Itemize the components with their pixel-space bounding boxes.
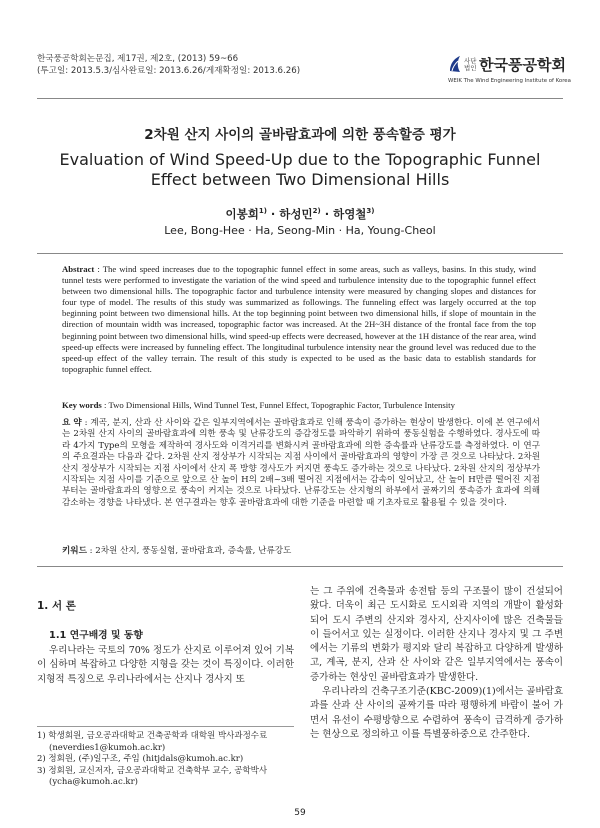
keywords-label: Key words <box>62 400 102 410</box>
kr-keywords-label: 키워드 <box>62 546 87 556</box>
authors-korean <box>0 206 600 222</box>
left-column <box>37 598 294 687</box>
society-logo-icon <box>448 55 462 73</box>
journal-citation <box>37 53 300 77</box>
footnote: 3) 정회원, 교신저자, 금오공과대학교 건축학부 교수, 공학박사 (ycha@kumoh.ac.kr) <box>37 765 268 788</box>
society-subtitle: WEIK The Wind Engineering Institute of Korea <box>448 78 571 84</box>
subsection-heading: 1.1 연구배경 및 동향 <box>49 630 143 641</box>
korean-summary: 요 약 : 계곡, 분지, 산과 산 사이와 같은 일부지역에서는 골바람효과로 인해 풍속이 증가하는 현상이 발생한다. 이에 본 연구에서는 2차원 산지 사이의 골바람효과에 의한 풍속 및 난류강도의 증감정도를 파악하기 위하여 풍동실험을 수행하였다. 경사도에 따라 4가지 Type의 모형을 제작하여 경사도와 이격거리를 변화시켜 골바람효과에 의한 증속률과 난류강도를 측정하였다. 이 연구의 주요결과는 다음과 같다. 2차원 산지 정상부가 시작되는 지점 사이에서 골바람효과의 영향이 가장 큰 것으로 나타났다. 2차원 산지 정상부가 시작되는 지점 사이에서 산지 폭 방향 경사도가 커지면 풍속도 증가하는 것으로 나타났다. 2차원 산지의 정상부가 시작되는 지점 사이를 기준으로 앞으로 산 높이 H의 2배~3배 떨어진 지점에서는 감속이 일어났고, 산 높이 H만큼 떨어진 지점부터는 골바람효과의 영향으로 풍속이 커지는 것으로 나타났다. 난류강도는 산지형의 하부에서 골짜기의 풍속증가 효과에 의해 감소하는 경향을 나타냈다. 본 연구결과는 향후 골바람효과에 대한 기준을 마련할 때 기초자료로 활용될 수 있을 것이다. <box>62 418 540 508</box>
summary-bottom-divider <box>37 566 563 567</box>
author-sup: 1) <box>258 207 267 216</box>
author-sup: 3) <box>366 207 375 216</box>
journal-line: 한국풍공학회논문집, 제17권, 제2호, (2013) 59~66 <box>37 54 239 64</box>
keywords-text: Two Dimensional Hills, Wind Tunnel Test, Funnel Effect, Topographic Factor, Turbulence Intensity <box>108 400 455 410</box>
society-logo <box>448 55 571 89</box>
author-name: 이봉희 <box>225 207 259 221</box>
header-divider <box>37 98 563 99</box>
footnotes <box>37 731 294 789</box>
footnote: 1) 학생회원, 금오공과대학교 건축공학과 대학원 박사과정수료 (neverdies1@kumoh.ac.kr) <box>37 731 268 753</box>
intro-paragraph: 우리나라는 국토의 70% 정도가 산지로 이루어져 있어 기복이 심하며 복잡하고 다양한 지형을 갖는 것이 특징이다. 이러한 지형적 특징으로 우리나라에서는 산지나 경사지 또 <box>37 645 294 685</box>
right-paragraph-1: 는 그 주위에 건축물과 송전탑 등의 구조물이 많이 건설되어 왔다. 더욱이 최근 도시화로 도시외곽 지역의 개발이 활성화되어 도시 주변의 산지와 경사지, 산지사이에 많은 건축물들이 들어서고 있는 실정이다. 이러한 산지나 경사지 및 그 주변에서는 기류의 변화가 평지와 달리 복잡하고 다양하게 발생하고, 계곡, 분지, 산과 산 사이와 같은 일부지역에서는 풍속이 증가하는 현상인 골바람효과가 발생한다. <box>310 586 563 683</box>
authors-english: Lee, Bong-Hee · Ha, Seong-Min · Ha, Young-Cheol <box>164 224 436 237</box>
author-name: 하영철 <box>333 207 367 221</box>
submission-dates: (투고일: 2013.5.3/심사완료일: 2013.6.26/게재확정일: 2013.6.26) <box>37 66 301 76</box>
society-type <box>464 58 477 72</box>
author-separator: · <box>266 207 280 221</box>
korean-keywords: 키워드 : 2차원 산지, 풍동실험, 골바람효과, 증속률, 난류강도 <box>62 546 292 556</box>
title-english-line1: Evaluation of Wind Speed-Up due to the Topographic Funnel <box>59 150 541 169</box>
author-name: 하성민 <box>279 207 313 221</box>
title-english <box>0 150 600 190</box>
title-english-line2: Effect between Two Dimensional Hills <box>150 170 450 189</box>
society-type-top: 사단 <box>464 57 477 65</box>
right-paragraph-2: 우리나라의 건축구조기준(KBC-2009)(1)에서는 골바람효과를 산과 산 사이의 골짜기를 따라 평행하게 바람이 불어 가면서 유선이 수평방향으로 수렴하여 풍속이 급격하게 증가하는 현상으로 정의하고 이를 특별풍하중으로 간주한다. <box>310 686 564 740</box>
summary-label: 요 약 <box>62 418 82 428</box>
author-sup: 2) <box>312 207 321 216</box>
keywords: Key words : Two Dimensional Hills, Wind Tunnel Test, Funnel Effect, Topographic Factor, Turbulence Intensity <box>62 400 455 410</box>
abstract-text: The wind speed increases due to the topographic funnel effect in some areas, such as valleys, basins. In this study, wind tunnel tests were performed to investigate the variation of the wind speed and turbulence intensity due to the topographic funnel effect between two dimensional hills. The topographic factor and turbulence intensity were measured by changing slopes and distances for four type of model. The results of this study was summarized as followings. The funneling effect was largely occurred at the top beginning point between two dimensional hills. At the top beginning point between two dimensional hills, if slope of mountain in the direction of mountain width was increased, topographic factor was increased. At the 2H~3H distance of the frontal face from the top beginning point between two dimensional hills, wind speed-up effects were decreased, however at the 1H distance of the rear area, wind speed-up effects were increased by funneling effect. The longitudinal turbulence intensity near the ground level was reduced due to the speed-up effect of the valley terrain. The result of this study is expected to be used as the basic data to establish standards for topographic funnel effect. <box>62 264 537 374</box>
kr-keywords-text: 2차원 산지, 풍동실험, 골바람효과, 증속률, 난류강도 <box>95 546 292 556</box>
society-name: 한국풍공학회 <box>479 56 566 74</box>
author-separator: · <box>320 207 334 221</box>
summary-text: 계곡, 분지, 산과 산 사이와 같은 일부지역에서는 골바람효과로 인해 풍속이 증가하는 현상이 발생한다. 이에 본 연구에서는 2차원 산지 사이의 골바람효과에 의한 풍속 및 난류강도의 증감정도를 파악하기 위하여 풍동실험을 수행하였다. 경사도에 따라 4가지 Type의 모형을 제작하여 경사도와 이격거리를 변화시켜 골바람효과에 의한 증속률과 난류강도를 측정하였다. 이 연구의 주요결과는 다음과 같다. 2차원 산지 정상부가 시작되는 지점 사이에서 골바람효과의 영향이 가장 큰 것으로 나타났다. 2차원 산지 정상부가 시작되는 지점 사이에서 산지 폭 방향 경사도가 커지면 풍속도 증가하는 것으로 나타났다. 2차원 산지의 정상부가 시작되는 지점 사이를 기준으로 앞으로 산 높이 H의 2배~3배 떨어진 지점에서는 감속이 일어났고, 산 높이 H만큼 떨어진 지점부터는 골바람효과의 영향으로 풍속이 커지는 것으로 나타났다. 난류강도는 산지형의 하부에서 골짜기의 풍속증가 효과에 의해 감소하는 경향을 나타냈다. 본 연구결과는 향후 골바람효과에 대한 기준을 마련할 때 기초자료로 활용될 수 있을 것이다. <box>62 418 540 508</box>
section-heading: 1. 서 론 <box>37 600 76 612</box>
page-number: 59 <box>294 808 306 818</box>
right-column <box>310 585 563 742</box>
footnote-divider <box>37 726 294 727</box>
abstract: Abstract : The wind speed increases due to the topographic funnel effect in some areas, such as valleys, basins. In this study, wind tunnel tests were performed to investigate the variation of the wind speed and turbulence intensity due to the topographic funnel effect between two dimensional hills. The topographic factor and turbulence intensity were measured by changing slopes and distances for four type of model. The results of this study was summarized as followings. The funneling effect was largely occurred at the top beginning point between two dimensional hills. At the top beginning point between two dimensional hills, if slope of mountain in the direction of mountain width was increased, topographic factor was increased. At the 2H~3H distance of the frontal face from the top beginning point between two dimensional hills, wind speed-up effects were decreased, however at the 1H distance of the rear area, wind speed-up effects were increased by funneling effect. The longitudinal turbulence intensity near the ground level was reduced due to the speed-up effect of the valley terrain. The result of this study is expected to be used as the basic data to establish standards for topographic funnel effect. <box>62 264 537 374</box>
abstract-top-divider <box>37 253 563 254</box>
society-type-bottom: 법인 <box>464 64 477 72</box>
footnote: 2) 정회원, (주)일구조, 주임 (hitjdals@kumoh.ac.kr) <box>37 754 244 765</box>
abstract-label: Abstract <box>62 264 95 274</box>
title-korean: 2차원 산지 사이의 골바람효과에 의한 풍속할증 평가 <box>144 127 456 143</box>
